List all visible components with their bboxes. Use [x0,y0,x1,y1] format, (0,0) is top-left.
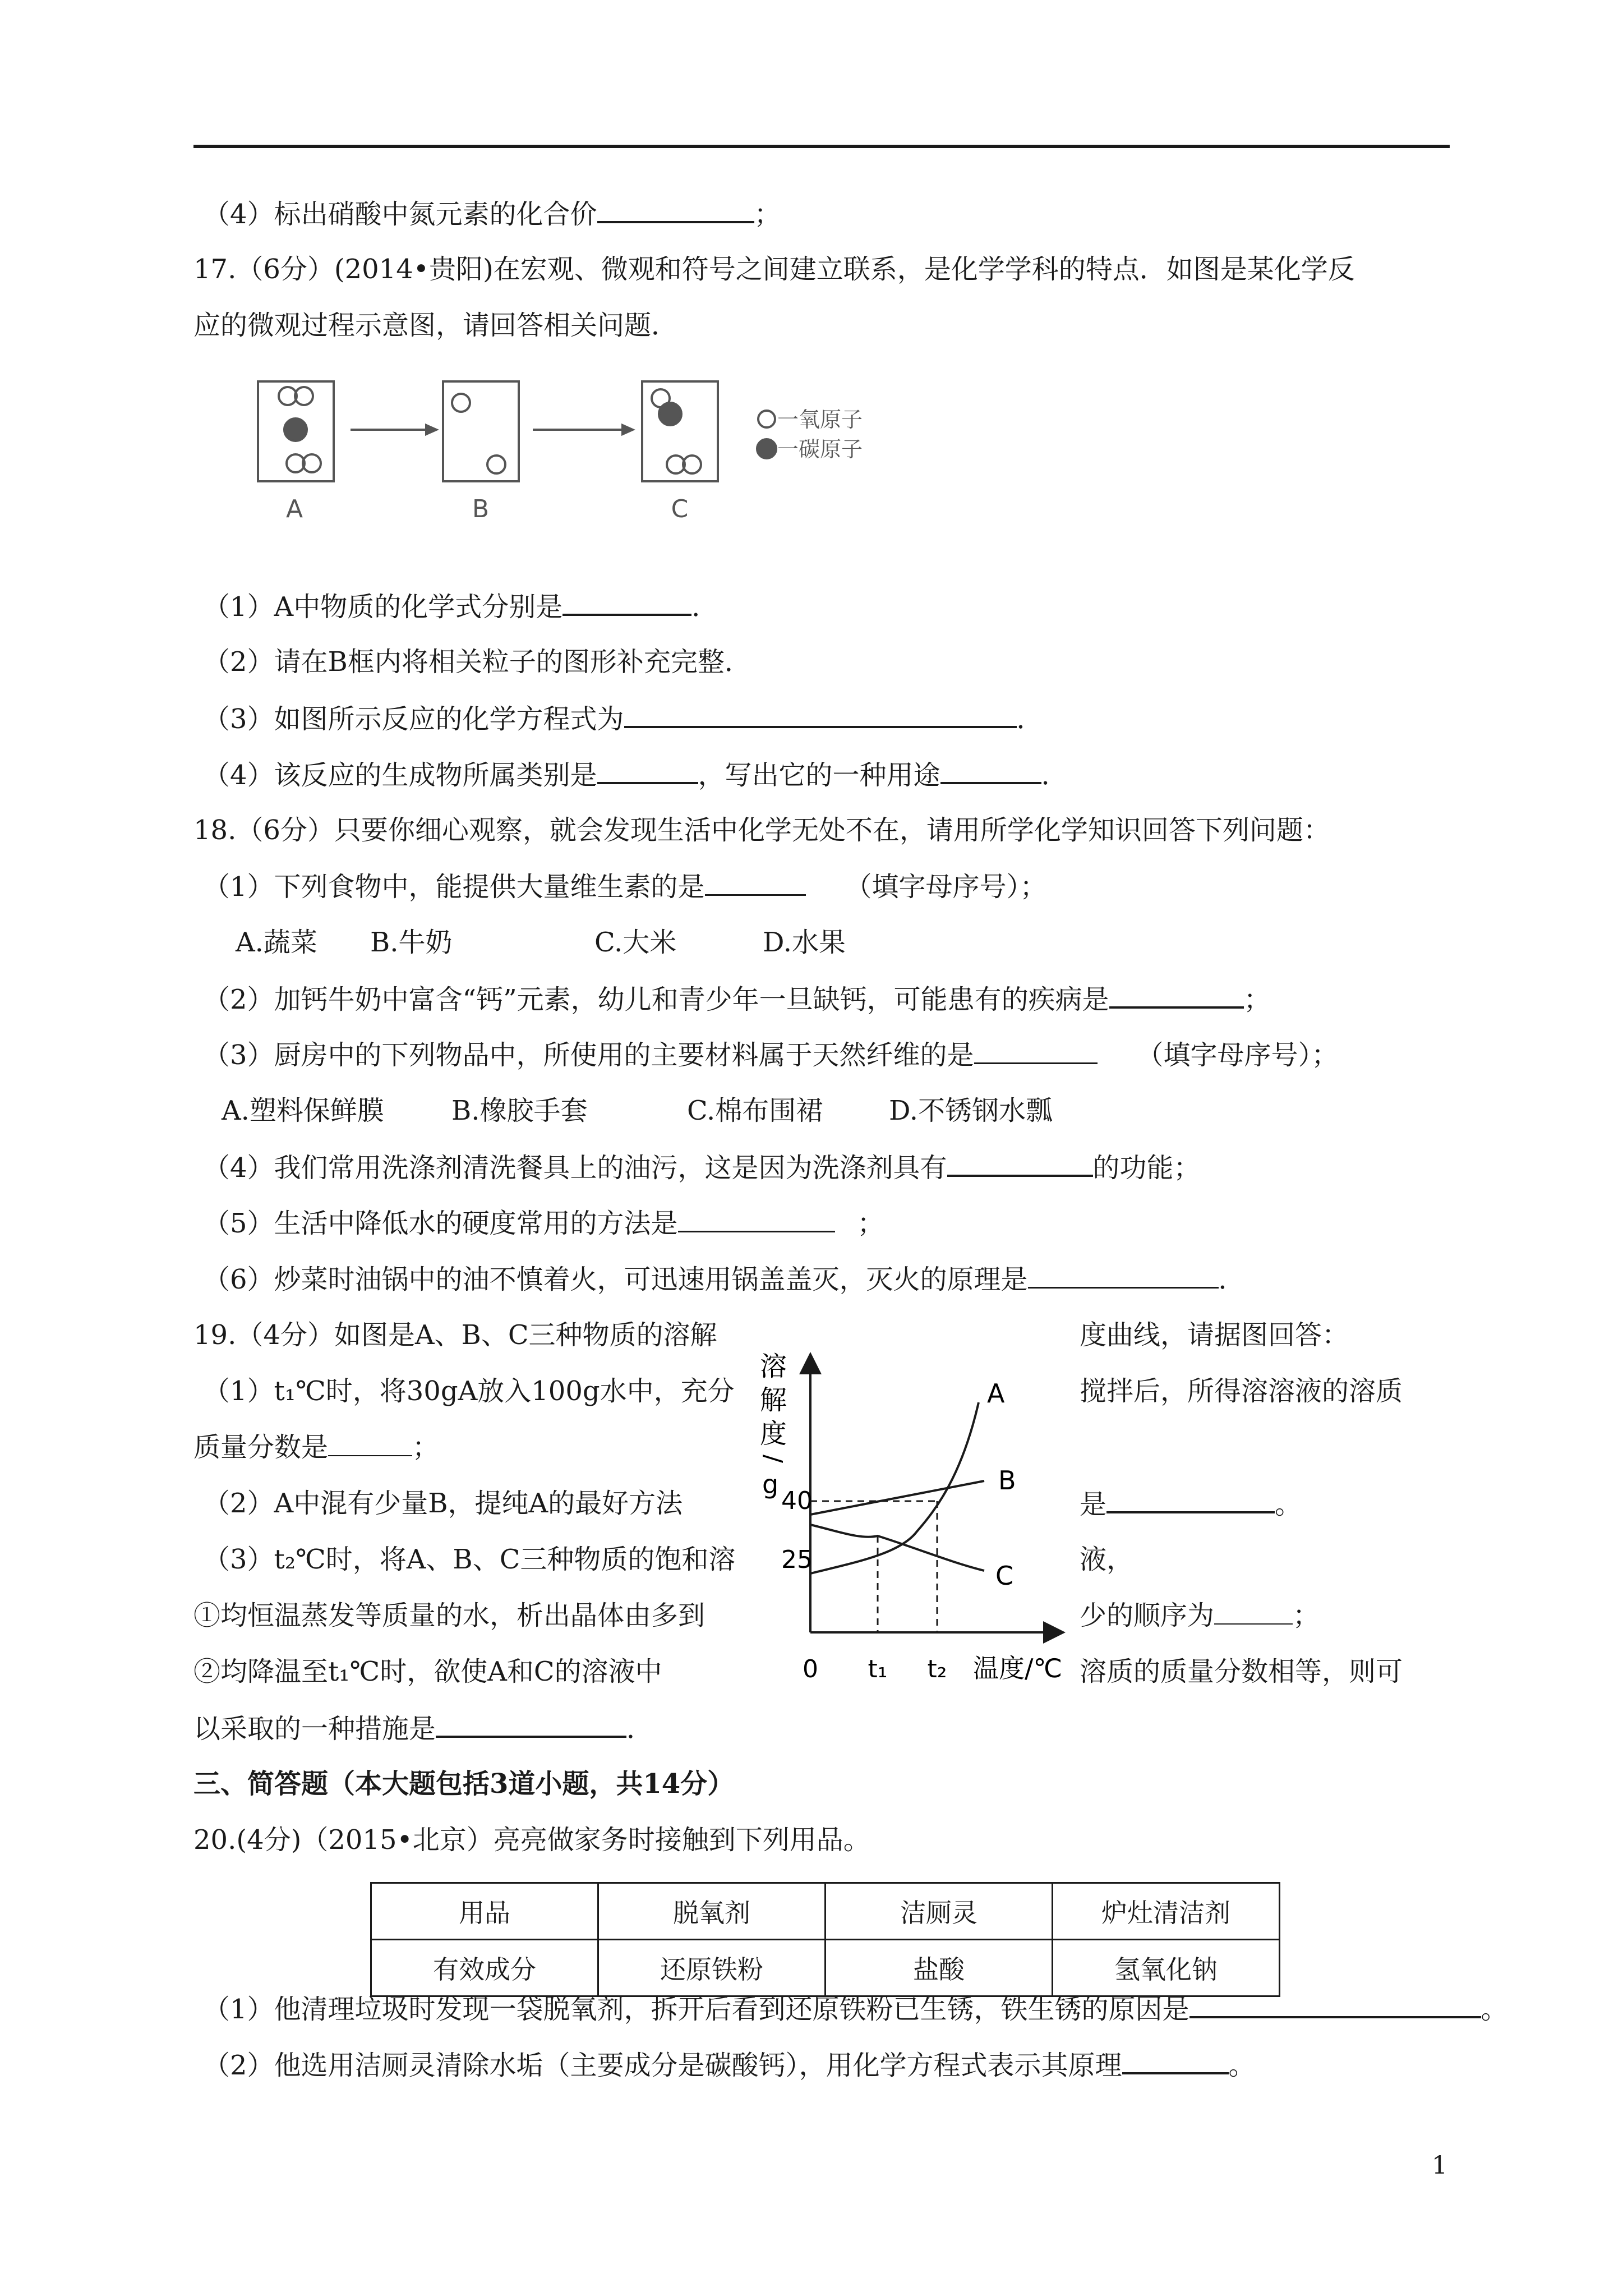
table-cell: 还原铁粉 [598,1940,826,1996]
y-axis-label-2: 解 [760,1384,787,1416]
header-rule [193,145,1450,148]
q19-line1-right: 度曲线，请据图回答： [1080,1319,1349,1351]
legend-carbon-label: 一碳原子 [777,437,863,462]
answer-blank[interactable] [705,871,806,896]
legend-carbon-icon [757,439,776,458]
oxygen-atom [452,394,470,412]
q19-line6-right: 少的顺序为 ； [1080,1600,1320,1631]
q19-line3-left: 质量分数是 ； [193,1432,440,1463]
answer-blank[interactable] [1122,2049,1229,2074]
y-tick-25: 25 [781,1545,813,1574]
answer-blank[interactable] [678,1207,835,1232]
y-tick-40: 40 [781,1487,813,1515]
table-cell: 盐酸 [826,1940,1053,1996]
products-table [370,1882,1280,1997]
q18-part1-options: A.蔬菜 B.牛奶 C.大米 D.水果 [236,927,846,958]
q19-line7-left: ②均降温至t₁℃时，欲使A和C的溶液中 [193,1656,662,1687]
carbon-atom [659,403,681,425]
answer-blank[interactable] [1109,983,1244,1009]
q18-part5: （5）生活中降低水的硬度常用的方法是 ； [203,1208,884,1239]
q18-part4: （4）我们常用洗涤剂清洗餐具上的油污，这是因为洗涤剂具有 的功能； [203,1152,1201,1184]
q19-line7-right: 溶质的质量分数相等，则可 [1080,1656,1403,1687]
q20-stem: 20.(4分)（2015•北京）亮亮做家务时接触到下列用品。 [193,1824,870,1856]
answer-blank[interactable] [624,702,1017,728]
origin-label: 0 [803,1655,818,1683]
answer-blank[interactable] [974,1039,1098,1064]
y-axis-label-4: / [759,1455,787,1463]
q19-line2-left: （1）t₁℃时，将30gA放入100g水中，充分 [203,1375,735,1407]
table-cell: 有效成分 [371,1940,598,1996]
q19-line5-right: 液， [1080,1544,1134,1575]
series-label-a: A [987,1378,1005,1409]
q17-part1: （1）A中物质的化学式分别是 ． [203,591,719,623]
table-row [371,1883,1280,1940]
q18-part2: （2）加钙牛奶中富含“钙”元素，幼儿和青少年一旦缺钙，可能患有的疾病是 ； [203,984,1271,1015]
y-axis-label-1: 溶 [760,1351,787,1382]
box-label-a: A [285,495,303,523]
table-cell: 炉灶清洁剂 [1053,1883,1280,1940]
q17-stem-line2: 应的微观过程示意图，请回答相关问题． [193,310,679,341]
curve-b [810,1481,984,1515]
q19-line5-left: （3）t₂℃时，将A、B、C三种物质的饱和溶 [203,1544,736,1575]
carbon-atom [284,418,307,441]
q19-line8: 以采取的一种措施是 ． [193,1713,654,1745]
q19-line1-left: 19.（4分）如图是A、B、C三种物质的溶解 [193,1319,717,1351]
legend-oxygen-label: 一氧原子 [777,407,863,432]
q19-line4-left: （2）A中混有少量B，提纯A的最好方法 [203,1488,683,1519]
q18-part3-options: A.塑料保鲜膜 B.橡胶手套 C.棉布围裙 D.不锈钢水瓢 [222,1095,1053,1126]
x-tick-t2: t₂ [927,1655,947,1683]
answer-blank[interactable] [436,1712,626,1738]
box-c [642,381,718,481]
reaction-diagram [241,370,942,539]
answer-blank[interactable] [947,1151,1093,1177]
q18-part3: （3）厨房中的下列物品中，所使用的主要材料属于天然纤维的是 （填字母序号）； [203,1039,1339,1071]
y-axis-label-3: 度 [760,1418,787,1450]
answer-blank[interactable] [597,758,698,784]
answer-blank[interactable] [1028,1263,1219,1289]
section-3-title: 三、简答题（本大题包括3道小题，共14分） [193,1768,735,1800]
series-label-c: C [995,1561,1014,1591]
legend-oxygen-icon [758,411,775,427]
q19-line4-right: 是 。 [1080,1489,1302,1520]
q19-line2-right: 搅拌后，所得溶溶液的溶质 [1080,1375,1403,1407]
q19-line6-left: ①均恒温蒸发等质量的水，析出晶体由多到 [193,1600,706,1631]
answer-blank[interactable] [597,197,754,223]
answer-blank[interactable] [940,758,1041,784]
q18-part6: （6）炒菜时油锅中的油不慎着火，可迅速用锅盖盖灭，灭火的原理是 ． [203,1264,1246,1295]
q18-stem: 18.（6分）只要你细心观察，就会发现生活中化学无处不在，请用所学化学知识回答下列问题： [193,815,1330,846]
q16-part4: （4）标出硝酸中氮元素的化合价 ； [203,199,781,230]
solubility-chart [749,1346,1074,1694]
x-tick-t1: t₁ [868,1655,888,1683]
answer-blank[interactable] [1106,1488,1275,1513]
series-label-b: B [998,1465,1016,1496]
answer-blank[interactable] [328,1432,412,1456]
q17-part3: （3）如图所示反应的化学方程式为 ． [203,703,1044,735]
x-axis-label: 温度/℃ [973,1653,1063,1683]
answer-blank[interactable] [1189,1993,1481,2018]
oxygen-atom [487,455,505,473]
q20-part2: （2）他选用洁厕灵清除水垢（主要成分是碳酸钙），用化学方程式表示其原理 。 [203,2050,1256,2081]
box-label-b: B [472,495,490,523]
q17-stem-line1: 17.（6分）(2014•贵阳)在宏观、微观和符号之间建立联系，是化学学科的特点．如图是某化学反 [193,254,1355,285]
y-axis-label-5: g [762,1469,779,1499]
answer-blank[interactable] [562,590,691,616]
table-cell: 用品 [371,1883,598,1940]
table-cell: 洁厕灵 [826,1883,1053,1940]
q17-part4: （4）该反应的生成物所属类别是 ，写出它的一种用途 ． [203,760,1068,791]
q20-part1: （1）他清理垃圾时发现一袋脱氧剂，拆开后看到还原铁粉已生锈，铁生锈的原因是 。 [203,1994,1508,2025]
table-cell: 氢氧化钠 [1053,1940,1280,1996]
table-cell: 脱氧剂 [598,1883,826,1940]
answer-blank[interactable] [1214,1600,1293,1625]
table-row [371,1940,1280,1996]
page-number: 1 [1432,2151,1447,2180]
q17-part2: （2）请在B框内将相关粒子的图形补充完整． [203,646,751,678]
box-label-c: C [671,495,689,523]
q18-part1: （1）下列食物中，能提供大量维生素的是 （填字母序号）； [203,871,1047,903]
